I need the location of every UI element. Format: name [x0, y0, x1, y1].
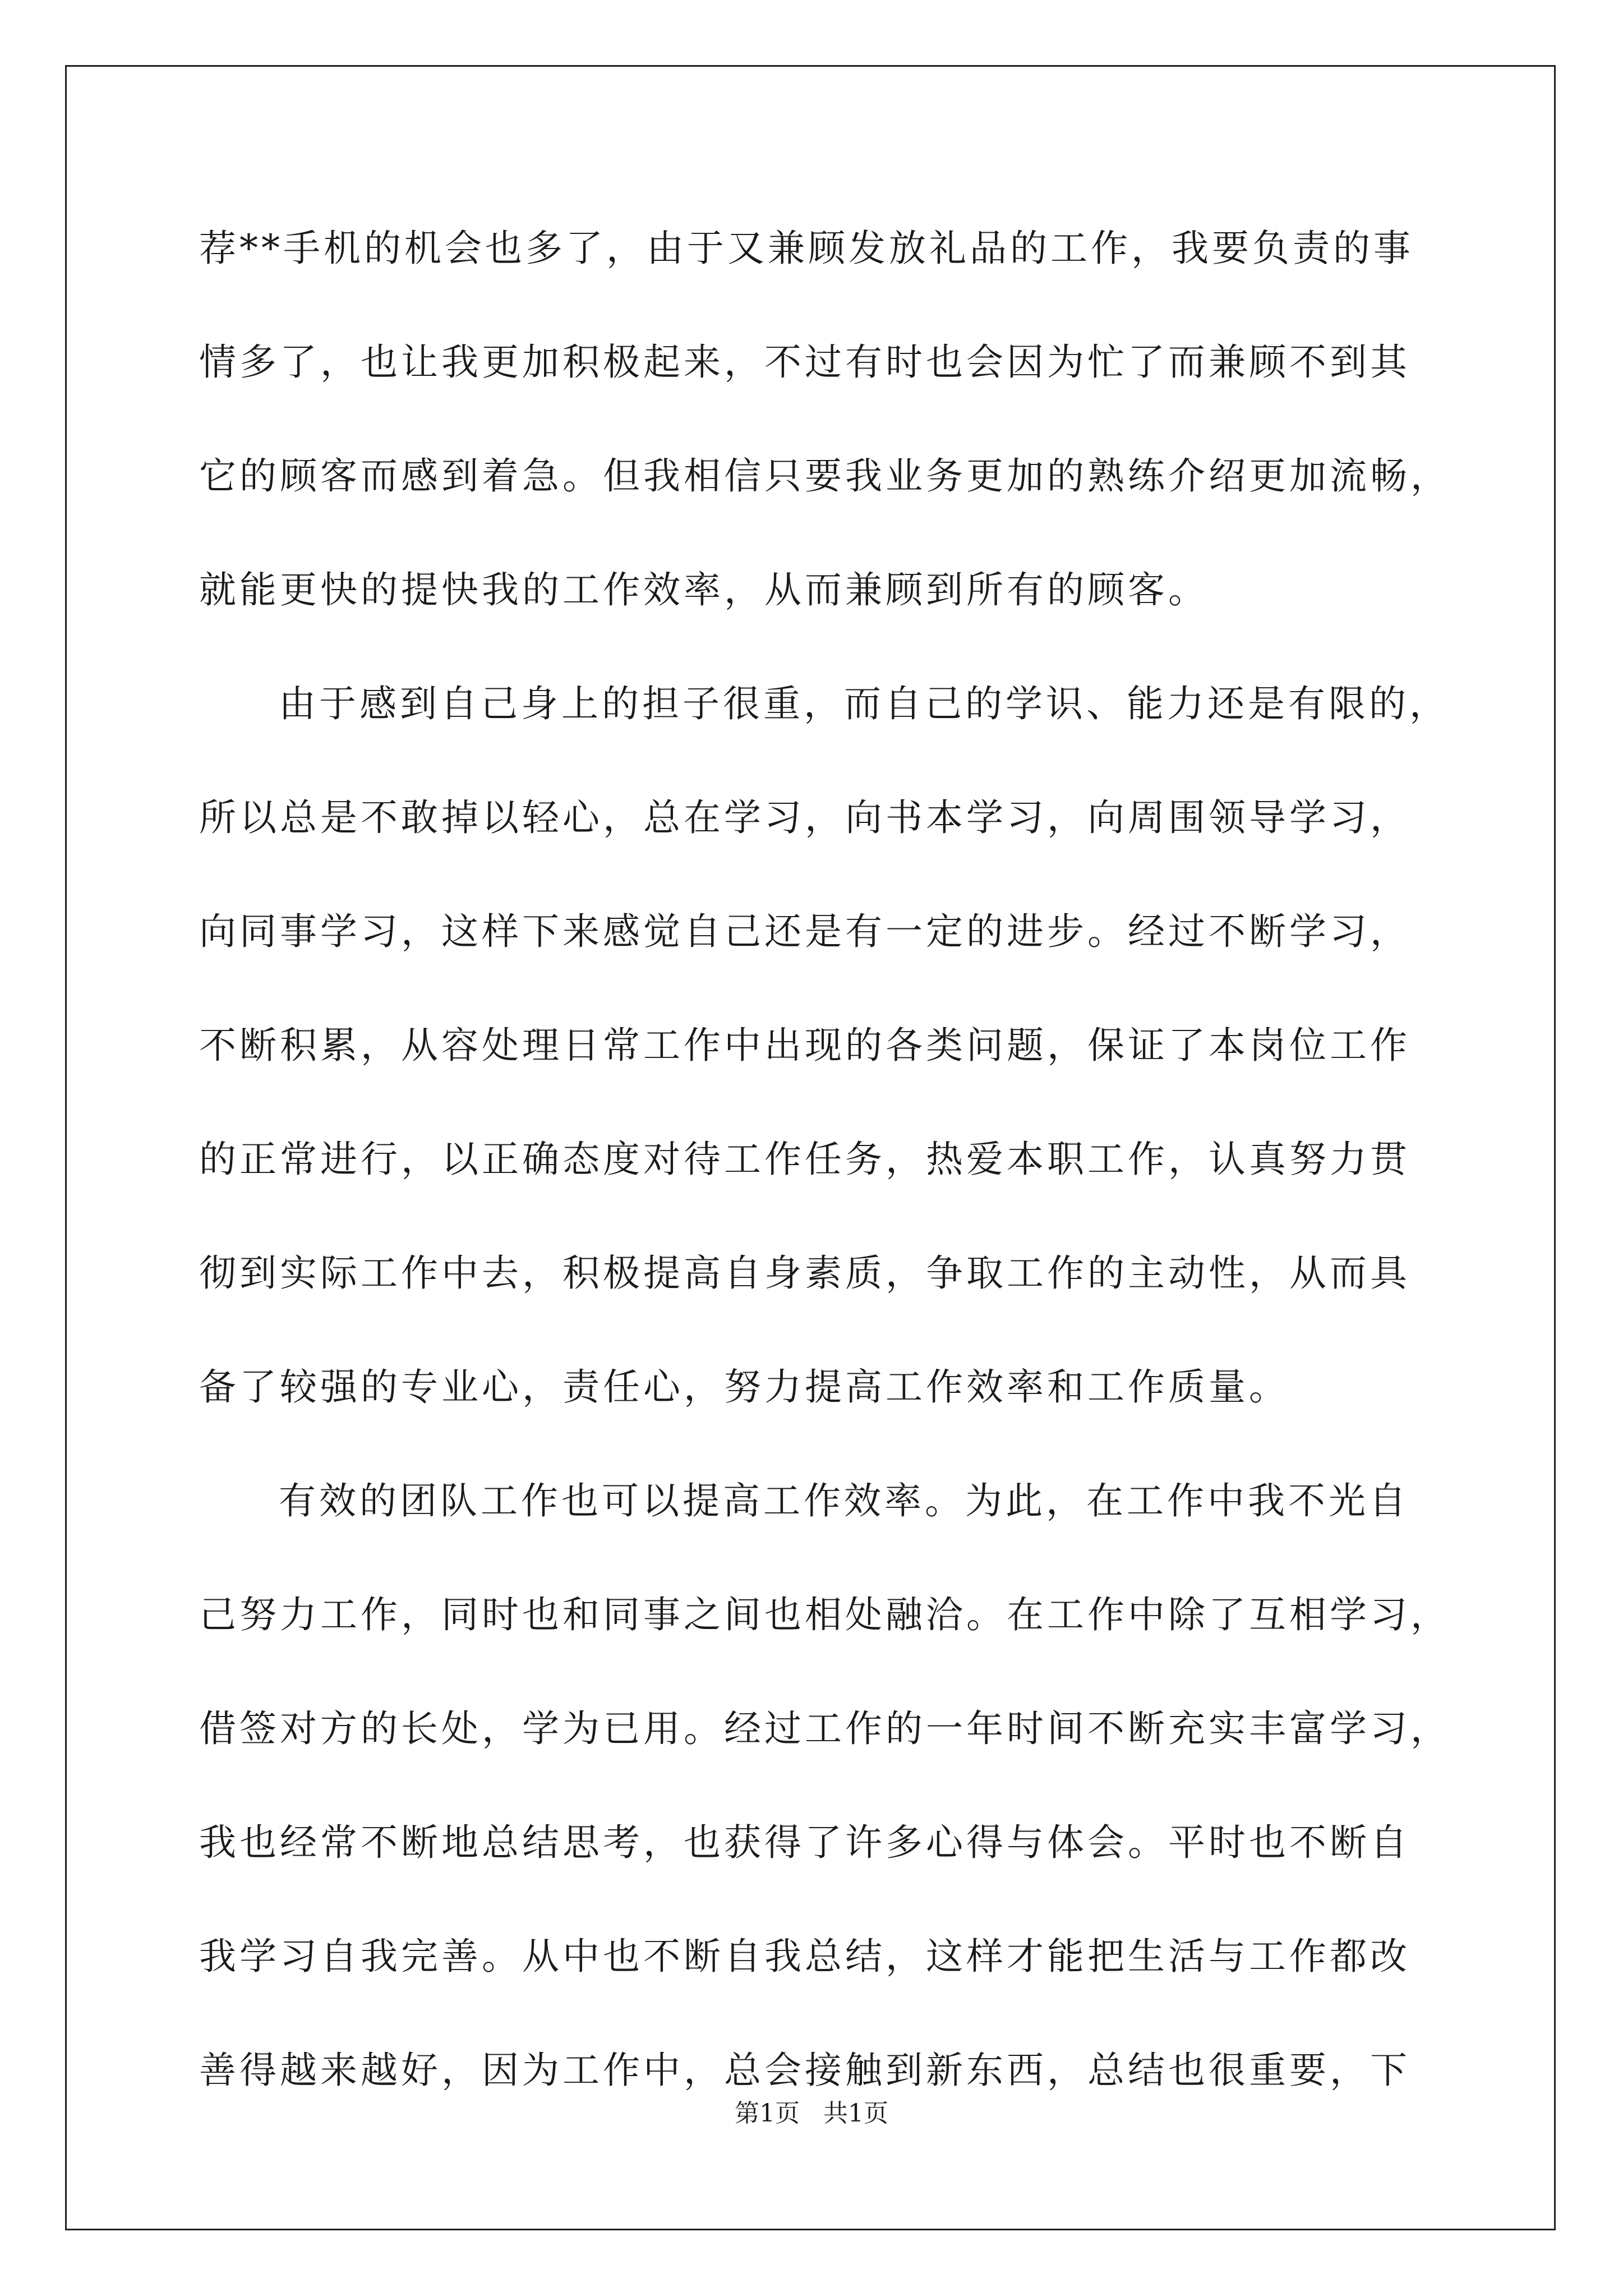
text-line: 情多了，也让我更加积极起来，不过有时也会因为忙了而兼顾不到其 — [199, 341, 1410, 384]
text-line: 善得越来越好，因为工作中，总会接触到新东西，总结也很重要，下 — [199, 2049, 1410, 2092]
text-line: 我也经常不断地总结思考，也获得了许多心得与体会。平时也不断自 — [199, 1821, 1410, 1864]
text-line: 有效的团队工作也可以提高工作效率。为此，在工作中我不光自 — [279, 1479, 1409, 1522]
text-line: 它的顾客而感到着急。但我相信只要我业务更加的熟练介绍更加流畅， — [199, 454, 1451, 498]
text-line: 所以总是不敢掉以轻心，总在学习，向书本学习，向周围领导学习， — [199, 796, 1410, 839]
text-line: 由于感到自己身上的担子很重，而自己的学识、能力还是有限的， — [279, 682, 1450, 725]
text-line: 的正常进行，以正确态度对待工作任务，热爱本职工作，认真努力贯 — [199, 1138, 1410, 1181]
text-line: 向同事学习，这样下来感觉自己还是有一定的进步。经过不断学习， — [199, 910, 1410, 953]
text-line: 彻到实际工作中去，积极提高自身素质，争取工作的主动性，从而具 — [199, 1251, 1410, 1295]
page-number-footer: 第1页 共1页 — [735, 2099, 888, 2128]
text-line: 己努力工作，同时也和同事之间也相处融洽。在工作中除了互相学习， — [199, 1593, 1451, 1636]
text-line: 不断积累，从容处理日常工作中出现的各类问题，保证了本岗位工作 — [199, 1024, 1410, 1067]
text-line: 借签对方的长处，学为已用。经过工作的一年时间不断充实丰富学习， — [199, 1707, 1451, 1750]
text-line: 就能更快的提快我的工作效率，从而兼顾到所有的顾客。 — [199, 568, 1209, 611]
text-line: 备了较强的专业心，责任心，努力提高工作效率和工作质量。 — [199, 1365, 1289, 1409]
text-line: 我学习自我完善。从中也不断自我总结，这样才能把生活与工作都改 — [199, 1935, 1410, 1978]
text-line: 荐**手机的机会也多了，由于又兼顾发放礼品的工作，我要负责的事 — [199, 227, 1414, 270]
